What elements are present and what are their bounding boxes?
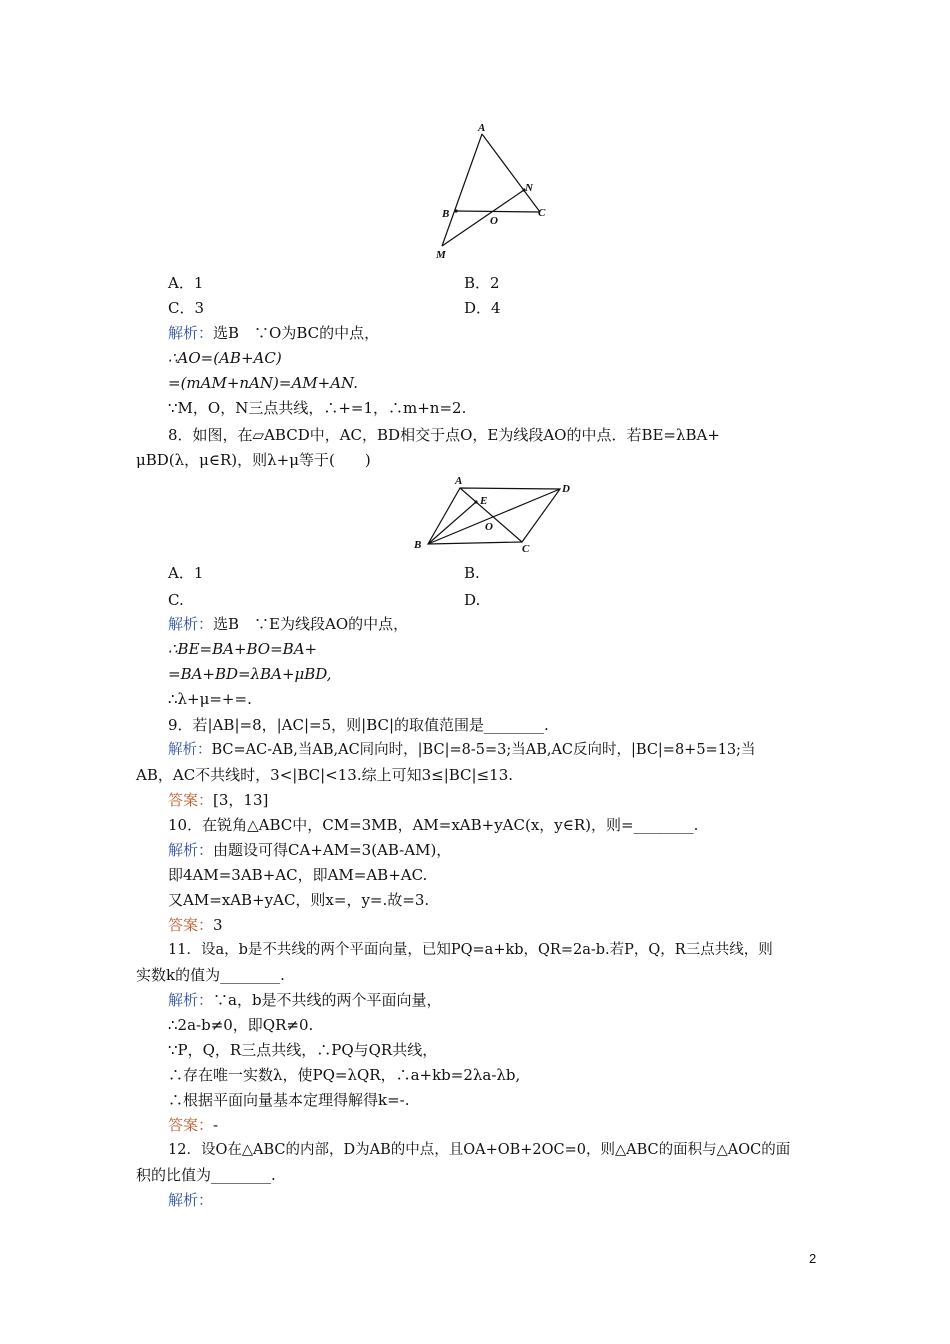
q7-solution-line-3: =(mAM+nAN)=AM+AN. (168, 374, 358, 392)
q10-answer-value: 3 (213, 916, 223, 934)
q7-option-a: A．1 (168, 274, 204, 292)
label-c: C (538, 207, 546, 219)
q11-solution-line-4: ∴存在唯一实数λ，使PQ=λQR，∴a+kb=2λa-λb, (168, 1066, 521, 1084)
q10-solution-line-3: 又AM=xAB+yAC，则x=，y=.故=3. (168, 891, 430, 909)
label-o: O (490, 215, 498, 227)
q8-option-c: C. (168, 591, 184, 609)
label-n: N (525, 182, 533, 194)
daan-label: 答案： (168, 1116, 214, 1134)
daan-label: 答案： (168, 791, 214, 809)
q9-solution-line-1 (168, 740, 756, 760)
q9-answer (168, 790, 268, 810)
q8-solution-line-2: ∴BE=BA+BO=BA+ (168, 640, 318, 658)
q8-solution-line-3: =BA+BD=λBA+μBD, (168, 665, 332, 683)
q9-answer-value: [3，13] (213, 791, 269, 809)
label-b2: B (414, 539, 422, 551)
q11-stem-line-2: 实数k的值为________. (136, 966, 285, 984)
q10-solution-text: 由题设可得CA+AM=3(AB-AM)， (213, 841, 452, 859)
q10-solution-line-2: 即4AM=3AB+AC，即AM=AB+AC. (168, 866, 428, 884)
q7-solution-line-2: ∴AO=(AB+AC) (168, 349, 282, 367)
q7-option-b: B．2 (464, 274, 500, 292)
q12-stem-line-1: 12．设O在△ABC的内部，D为AB的中点，且OA+OB+2OC=0，则△ABC的面积与△AOC的面 (168, 1142, 791, 1158)
q8-solution-line-1 (168, 614, 408, 634)
q8-option-b: B. (464, 564, 480, 582)
jiexi-label: 解析： (168, 991, 214, 1009)
q7-solution-text: 选B ∵O为BC的中点， (213, 324, 380, 342)
jiexi-label: 解析： (168, 742, 212, 758)
label-d: D (562, 483, 570, 495)
q11-solution-line-1 (168, 990, 442, 1010)
q9-solution-line-2: AB，AC不共线时，3<|BC|<13.综上可知3≤|BC|≤13. (136, 766, 514, 784)
label-a2: A (455, 475, 463, 487)
q8-solution-line-4: ∴λ+μ=+=. (168, 690, 252, 708)
q7-solution-line-1 (168, 323, 379, 343)
parallelogram-figure (400, 474, 590, 558)
q10-stem: 10．在锐角△ABC中，CM=3MB，AM=xAB+yAC(x，y∈R)，则=________. (168, 816, 699, 834)
q11-stem-line-1: 11．设a，b是不共线的两个平面向量，已知PQ=a+kb，QR=2a-b.若P，Q，R三点共线，则 (168, 942, 773, 958)
q11-solution-line-5: ∴根据平面向量基本定理得解得k=-. (168, 1091, 410, 1109)
label-a: A (478, 122, 486, 134)
q11-solution-line-2: ∴2a-b≠0，即QR≠0. (168, 1016, 314, 1034)
label-c2: C (522, 543, 530, 555)
q11-solution-text: ∵a，b是不共线的两个平面向量， (213, 991, 442, 1009)
q10-solution-line-1 (168, 840, 451, 860)
page-number: 2 (809, 1251, 817, 1266)
q8-stem-line-1: 8．如图，在▱ABCD中，AC，BD相交于点O，E为线段AO的中点．若BE=λBA+ (168, 426, 720, 444)
jiexi-label: 解析： (168, 615, 214, 633)
q7-option-c: C．3 (168, 299, 205, 317)
q12-jiexi-label: 解析： (168, 1191, 214, 1209)
label-e: E (480, 495, 488, 507)
q8-solution-text: 选B ∵E为线段AO的中点， (213, 615, 409, 633)
q11-solution-line-3: ∵P，Q，R三点共线，∴PQ与QR共线， (168, 1041, 438, 1059)
q10-answer (168, 915, 223, 935)
q12-stem-line-2: 积的比值为________. (136, 1166, 276, 1184)
q11-answer (168, 1115, 218, 1135)
q8-option-d: D. (464, 591, 481, 609)
label-m: M (436, 249, 446, 261)
q7-option-d: D．4 (464, 299, 501, 317)
jiexi-label: 解析： (168, 324, 214, 342)
q8-option-a: A．1 (168, 564, 204, 582)
label-b: B (442, 208, 450, 220)
triangle-figure (420, 118, 560, 268)
q8-stem-line-2: μBD(λ，μ∈R)，则λ+μ等于( ) (136, 451, 371, 469)
label-o2: O (485, 521, 493, 533)
q7-solution-line-4: ∵M，O，N三点共线，∴+=1，∴m+n=2. (168, 399, 467, 417)
q11-answer-value: - (213, 1116, 219, 1134)
daan-label: 答案： (168, 916, 214, 934)
q9-stem: 9．若|AB|=8，|AC|=5，则|BC|的取值范围是________. (168, 716, 549, 734)
jiexi-label: 解析： (168, 841, 214, 859)
q9-solution-text: BC=AC-AB,当AB,AC同向时，|BC|=8-5=3;当AB,AC反向时，|BC|=8+5=13;当 (211, 742, 756, 758)
